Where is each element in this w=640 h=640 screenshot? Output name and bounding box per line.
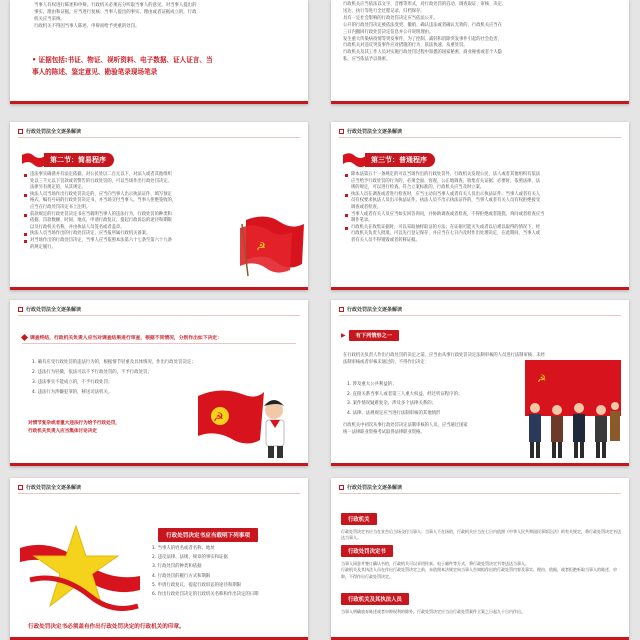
list-item: 以及行政机关名称，并由执法人员签名或者盖章。 [30, 224, 125, 230]
list-item: 除本法第五十一条规定的可以当场作出的行政处罚外，行政机关发现公民、法人或者其他组织有依法 [345, 172, 621, 179]
condition-tag: ▶ 有下列情形之一 [341, 330, 399, 341]
list-item: 依据、罚款数额、时间、地点，申请行政复议、提起行政诉讼的途径和期限 [30, 218, 172, 224]
list-item: 3. 案件情况疑难复杂、涉及多个法律关系的； [347, 401, 437, 406]
footer-bar [10, 463, 308, 466]
slide-header: 行政处罚法全文逐条解读 [339, 306, 402, 313]
list-item: 当事人或者有关人员应当如实回答询问，并协助调查或者检查，不得拒绝或者阻挠。询问或者检查应当 [345, 212, 621, 219]
list-item: 3. 行政处罚的种类和依据 [152, 564, 202, 570]
paragraph: 行政处罚决定书应当在宣告后当场交付当事人；当事人不在场的，行政机关应当在七日内依照《中华人民共和国民事诉讼法》的有关规定，将行政处罚决定书送达当事人。 [341, 529, 621, 541]
header-divider [18, 137, 300, 138]
list-item: 6. 作出行政处罚决定的行政机关名称和作出决定的日期 [152, 592, 259, 598]
list-item: 4. 法律、法规规定应当进行法制审核的其他情形 [347, 410, 441, 416]
list-item: 3. 违法事实不能成立的，不予行政处罚； [32, 380, 113, 385]
paragraph: 行政机关应当依法以文字、音像等形式，对行政处罚的启动、调查取证、审核、决定、 送达、执行等进行全过程记录，归档保存。 具有一定社会影响的行政处罚决定应当依法公开。 公开的行政处罚决定被依法变更、撤销、确认违法或者确认无效的，行政机关应当在 三日内撤回行政处罚决定信息并公开说明理由。 发生重大传染病疫情等突发事件，为了控制、减轻和消除突发事件引起的社会危害， 行政机关对违反突发事件应对措施的行为，依法快速、从重处罚。 行政机关及其工作人员对实施行政处罚过程中知悉的国家秘密、商业秘密或者个人隐 私，应当依法予以保密。 [343, 2, 507, 63]
list-item: 2. 直接关系当事人或者第三人重大权益，经过听证程序的； [347, 391, 463, 397]
svg-text:☭: ☭ [213, 410, 224, 424]
list-item: 1. 涉及重大公共利益的； [347, 382, 397, 387]
slide-header: 行政处罚法全文逐条解读 [18, 484, 81, 491]
slide-card-4[interactable] [331, 122, 629, 290]
list-item: 制作笔录。 [351, 218, 373, 224]
list-item: 者有关人员不得销毁或者转移证据。 [351, 237, 420, 243]
sub-section-title: 行政处罚决定书 [341, 545, 393, 557]
divider [22, 343, 296, 344]
sub-section-3 [341, 586, 621, 615]
list-item: 员有权要求执法人员出示执法证件。执法人员不出示执法证件的，当事人或者有关人员有权拒绝接受 [351, 198, 541, 204]
list-item: 格式、编有号码的行政处罚决定书，并当场交付当事人。当事人拒绝签收的， [30, 198, 177, 204]
intro-paragraph: 在行政机关负责人作出行政处罚的决定之前，应当由从事行政处罚决定法制审核的人员进行法制审核；未经 法制审核或者审核未通过的，不得作出决定： [343, 353, 545, 365]
ordinary-procedure-list [345, 172, 621, 245]
slide-card-7[interactable] [10, 478, 308, 640]
footer-bar [10, 101, 308, 104]
evidence-emphasis: • 证据包括:书证、物证、视听资料、电子数据、证人证言、当 事人的陈述、鉴定意见、勘验笔录现场笔录 [32, 56, 213, 76]
arrow-icon: ▶ [341, 332, 346, 339]
header-divider [339, 315, 621, 316]
flag-icon [341, 152, 367, 168]
sub-section-2 [341, 538, 621, 580]
slide-card-1[interactable] [10, 0, 308, 104]
slide-header: 行政处罚法全文逐条解读 [339, 128, 402, 135]
collective-note: 对情节复杂或者重大违法行为给予行政处罚， 行政机关负责人应当集体讨论决定 [28, 421, 120, 434]
diamond-icon [21, 334, 28, 341]
items-title: 行政处罚决定书应当载明下列事项 [158, 522, 258, 542]
list-item: 应当在行政处罚决定书上注明。 [30, 204, 91, 210]
square-icon [18, 485, 23, 490]
required-items-list [152, 544, 306, 599]
list-item: 4. 行政处罚的履行方式和期限 [152, 573, 211, 579]
paragraph: 行政机关及其执法人员在作出行政处罚决定之前，未依照本法规定向当事人告知拟作出的行政处罚内容及事实、理由、依据，或者拒绝听取当事人的陈述、申辩，不得作出行政处罚决定。 [341, 567, 617, 579]
list-item: 应当给予行政处罚的行为的，必须全面、客观、公正地调查，收集有关证据；必要时，依照法律、法 [351, 178, 541, 184]
list-item: 执法人员在调查或者进行检查时，应当主动向当事人或者有关人员出示执法证件。当事人或者有关人 [345, 192, 621, 199]
list-item: 行政机关在收集证据时，可以采取抽样取证的方法；在证据可能灭失或者以后难以取得的情况下，经 [345, 225, 621, 232]
footer-bar [331, 101, 629, 104]
section-title: 第三节：普通程序 [365, 153, 435, 167]
list-item: 1. 确有应受行政处罚的违法行为的，根据情节轻重及具体情况，作出行政处罚决定； [32, 360, 196, 365]
oath-group-illustration [517, 358, 625, 460]
sub-section-title: 行政机关 [341, 513, 377, 525]
list-item: 违法事实确凿并有法定依据，对公民处以二百元以下、对法人或者其他组织 [24, 172, 234, 179]
list-item: 法律另有规定的，从其规定。 [30, 185, 86, 191]
qualification-note: 行政机关中初次从事行政处罚决定法制审核的人员，应当通过国家 统一法律职业资格考试取得法律职业资格。 [343, 423, 468, 435]
section-banner [341, 152, 435, 168]
condition-list [347, 380, 517, 418]
header-divider [18, 315, 300, 316]
slide-header: 行政处罚法全文逐条解读 [18, 128, 81, 135]
svg-text:☭: ☭ [537, 374, 546, 385]
list-item: 5. 申请行政复议、提起行政诉讼的途径和期限 [152, 582, 242, 588]
square-icon [18, 129, 23, 134]
list-item: 调查或者检查。 [351, 204, 382, 210]
list-item: 的规定履行。 [30, 244, 56, 250]
sub-section-1 [341, 506, 621, 542]
paragraph: 当事人同意并签订确认书的，行政机关可以采用传真、电子邮件等方式，将行政处罚决定书等送达当事人。 [341, 561, 529, 566]
list-item: 2. 违反法律、法规、规章的事实和证据 [152, 555, 228, 561]
flag-icon [20, 152, 46, 168]
slide-card-3[interactable] [10, 122, 308, 290]
list-item: 对当场作出的行政处罚决定，当事人应当依照本法第六十七条至第六十九条 [24, 238, 234, 245]
paragraph: 当事人有权进行陈述和申辩。行政机关必须充分听取当事人的意见，对当事人提出的 事实、理由和证据，应当进行复核；当事人提出的事实、理由或者证据成立的，行政 机关应当采纳。 行政机关不得因当事人陈述、申辩而给予更重的处罚。 [34, 3, 197, 29]
header-divider [18, 493, 300, 494]
list-item: 2. 违法行为轻微，依法可以不予行政处罚的，不予行政处罚； [32, 370, 152, 375]
simple-procedure-list [24, 172, 234, 251]
section-banner [20, 152, 114, 168]
header-divider [339, 493, 621, 494]
party-flag-illustration [238, 214, 306, 276]
slide-card-2[interactable] [331, 0, 629, 104]
list-item: 规的规定，可以进行检查。符合立案标准的，行政机关应当及时立案。 [351, 185, 485, 191]
sub-section-title: 行政机关及其执法人员 [341, 593, 409, 605]
list-item: 执法人员当场作出行政处罚决定的，应当向当事人出示执法证件，填写预定 [24, 192, 234, 199]
star-ribbon-illustration [20, 520, 140, 620]
list-item: 处以三千元以下罚款或者警告的行政处罚的，可以当场作出行政处罚决定。 [30, 178, 172, 184]
seal-note: 行政处罚决定书必须盖有作出行政处罚决定的行政机关的印章。 [28, 624, 185, 630]
footer-bar [331, 463, 629, 466]
list-item: 行政机关负责人批准，可以先行登记保存，并应当在七日内及时作出处理决定，在此期间，当事人或 [351, 231, 541, 237]
square-icon [18, 307, 23, 312]
list-item: 1. 当事人的姓名或者名称、地址 [152, 546, 215, 551]
slide-header: 行政处罚法全文逐条解读 [339, 484, 402, 491]
footer-bar [10, 287, 308, 290]
footer-bar [331, 287, 629, 290]
list-item: 前款规定的行政处罚决定书应当载明当事人的违法行为，行政处罚的种类和 [24, 212, 234, 219]
slide-card-8[interactable] [331, 478, 629, 640]
lead-line: 调查终结，行政机关负责人应当对调查结果进行审查，根据不同情况，分别作出如下决定： [22, 334, 222, 341]
list-item: 执法人员当场作出的行政处罚决定，应当报所属行政机关备案。 [24, 231, 234, 238]
emblem-child-illustration [198, 380, 302, 460]
square-icon [339, 485, 344, 490]
slide-card-6[interactable] [331, 300, 629, 466]
square-icon [339, 129, 344, 134]
section-title: 第二节：简易程序 [44, 153, 114, 167]
slide-header: 行政处罚法全文逐条解读 [18, 306, 81, 313]
square-icon [339, 307, 344, 312]
svg-text:☭: ☭ [256, 240, 266, 253]
slide-card-5[interactable] [10, 300, 308, 466]
header-divider [339, 137, 621, 138]
list-item: 4. 违法行为涉嫌犯罪的，移送司法机关。 [32, 390, 113, 395]
paragraph: 当事人明确放弃陈述或者申辩权利的除外。行政处罚决定应当自行政处罚案件立案之日起九十日内作出。 [341, 609, 525, 614]
